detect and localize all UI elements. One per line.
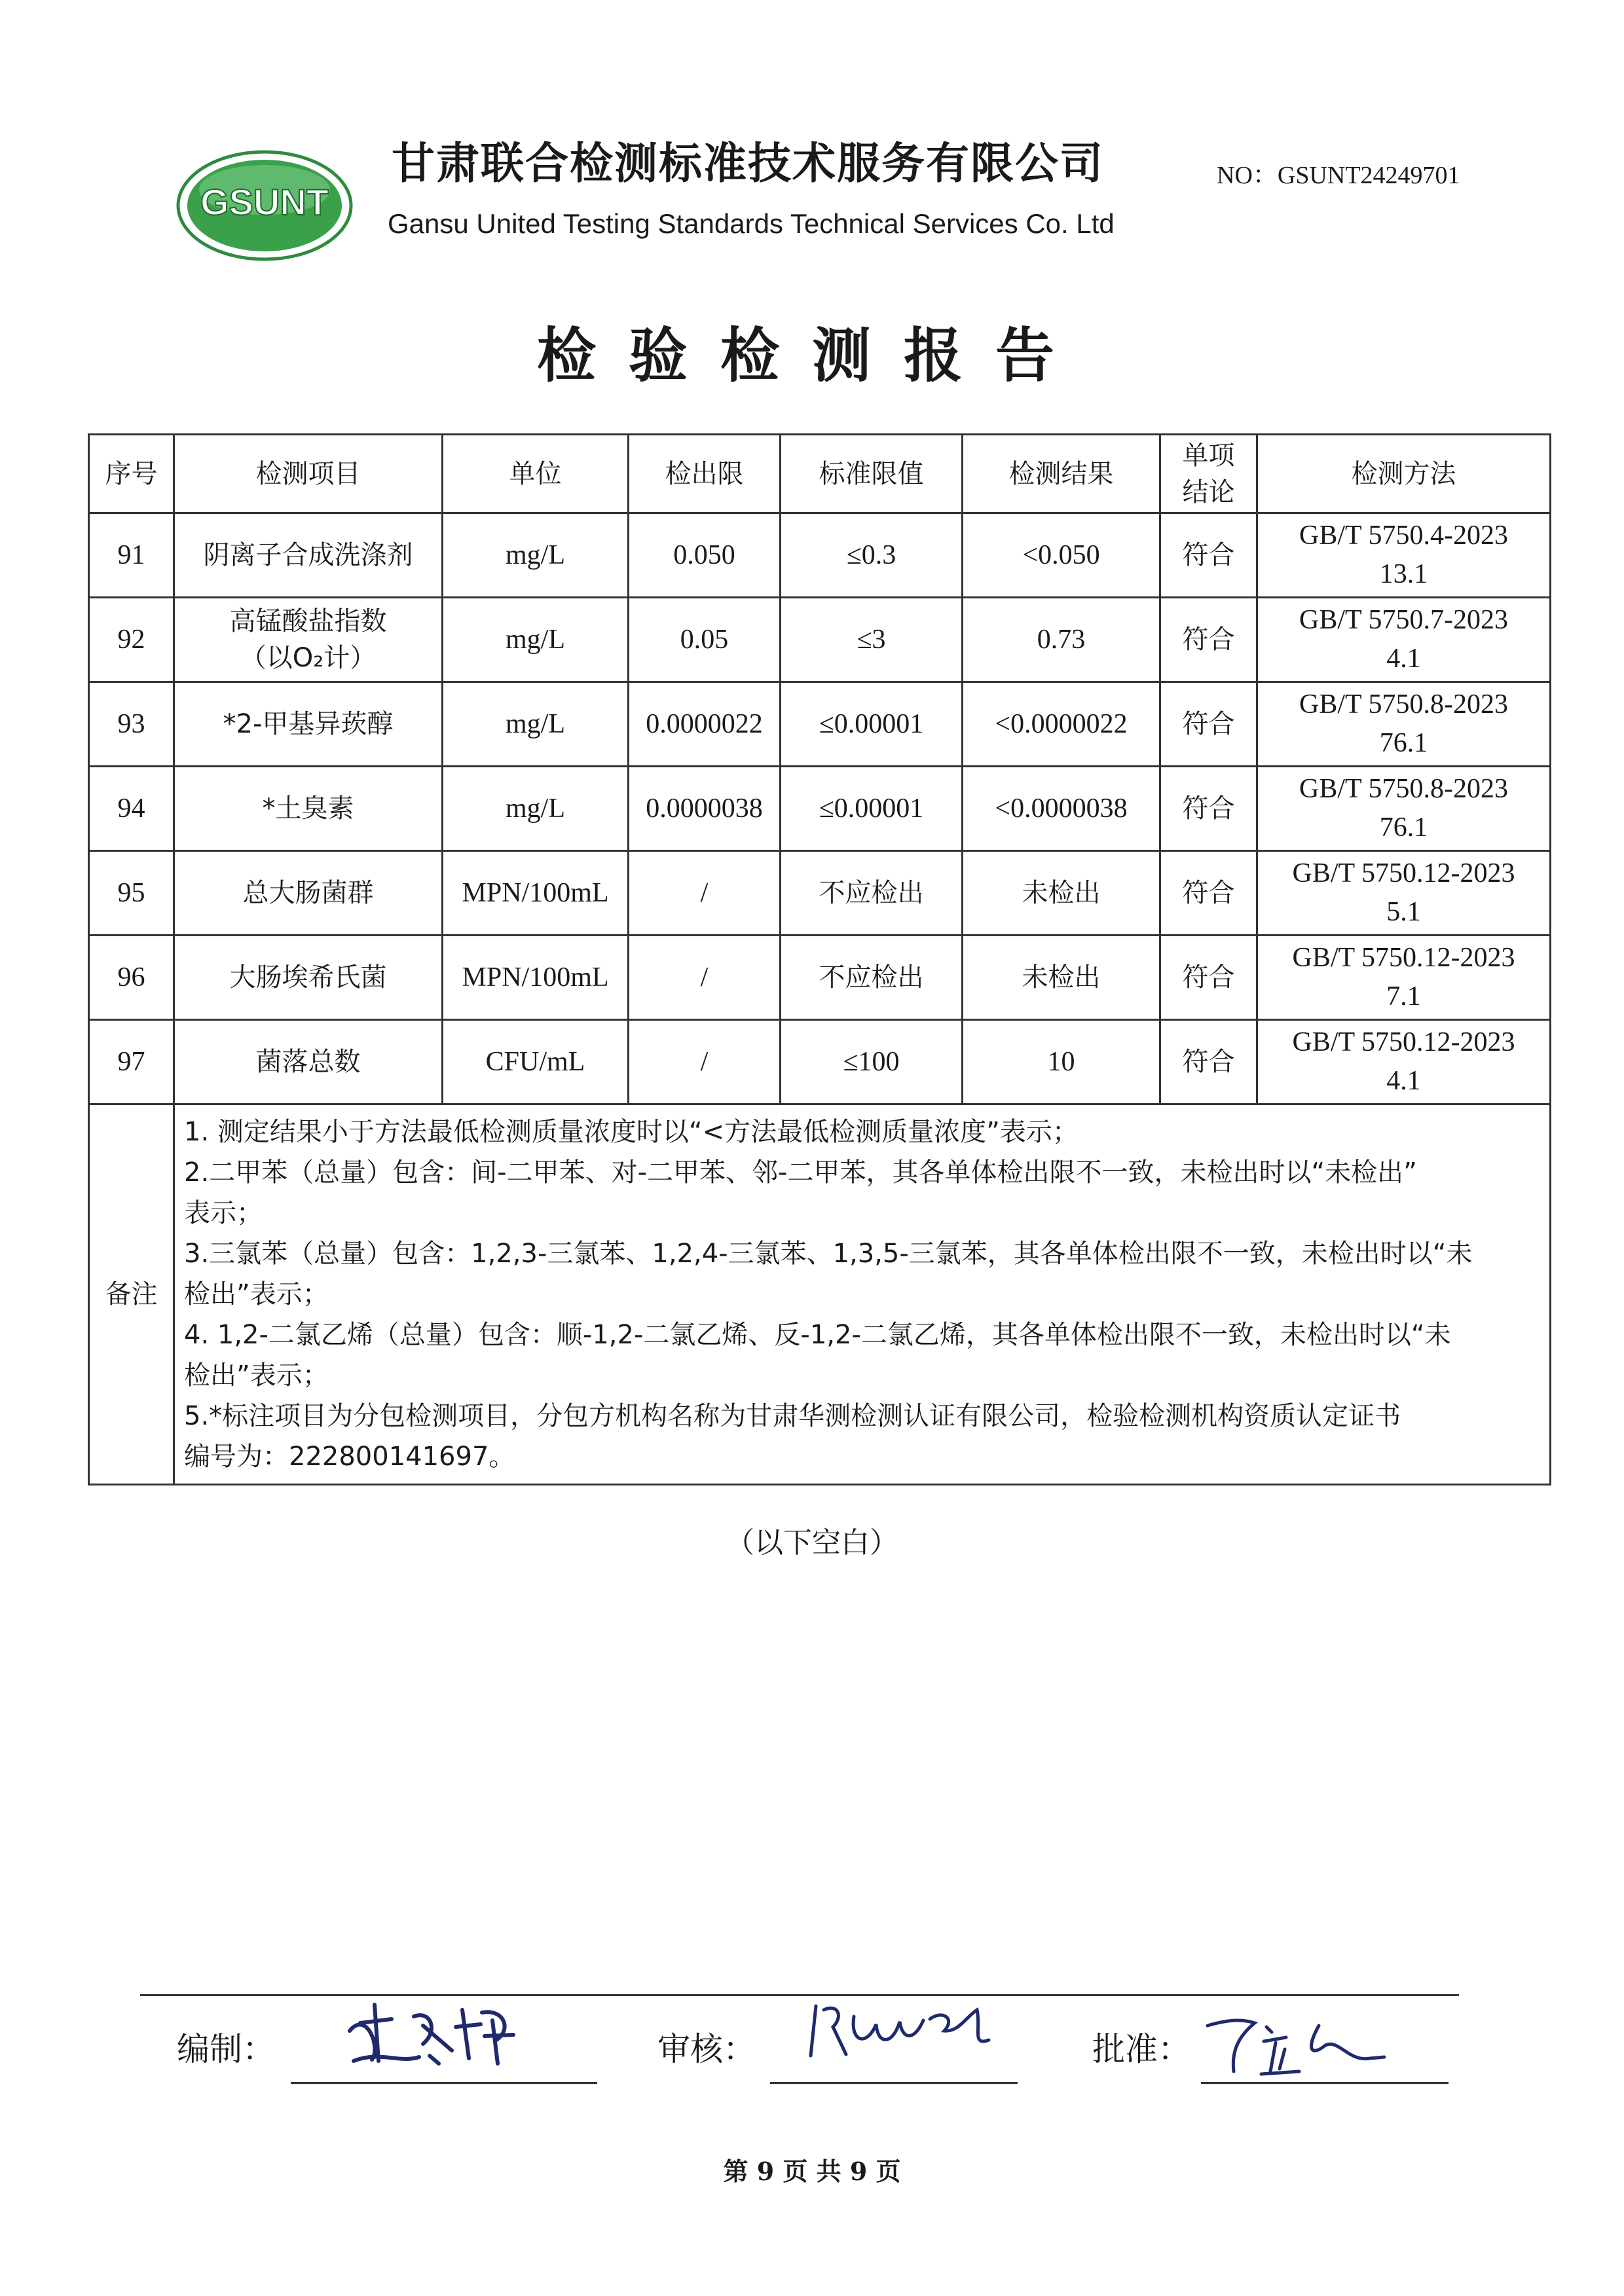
cell-result: 10 bbox=[963, 1020, 1160, 1104]
method-clause: 13.1 bbox=[1379, 559, 1428, 589]
prepared-signature bbox=[341, 1990, 524, 2075]
cell-method bbox=[1257, 1020, 1551, 1104]
page-number: 第 9 页 共 9 页 bbox=[723, 2157, 901, 2186]
cell-result: <0.0000038 bbox=[963, 767, 1160, 851]
table-row bbox=[89, 682, 1551, 767]
table-row bbox=[89, 767, 1551, 851]
note-line: 3.三氯苯（总量）包含：1,2,3-三氯苯、1,2,4-三氯苯、1,3,5-三氯苯，其各单体检出限不一致，未检出时以“未 bbox=[184, 1239, 1473, 1269]
header-cell: 单位 bbox=[443, 435, 629, 513]
report-number: NO：GSUNT24249701 bbox=[1217, 162, 1460, 189]
blank-below-note: （以下空白） bbox=[726, 1526, 898, 1559]
note-line: 编号为：222800141697。 bbox=[184, 1442, 515, 1472]
document-title: 检验检测报告 bbox=[537, 321, 1087, 390]
signature-divider bbox=[140, 1994, 1459, 1996]
cell-no: 96 bbox=[89, 936, 174, 1020]
note-line: 表示； bbox=[184, 1198, 263, 1228]
cell-unit: CFU/mL bbox=[443, 1020, 629, 1104]
method-standard: GB/T 5750.7-2023 bbox=[1299, 605, 1508, 636]
cell-standard: 不应检出 bbox=[781, 851, 963, 936]
cell-result: 未检出 bbox=[963, 851, 1160, 936]
cell-method bbox=[1257, 851, 1551, 936]
note-line: 检出”表示； bbox=[184, 1360, 329, 1391]
cell-limit: / bbox=[629, 851, 781, 936]
cell-conclusion: 符合 bbox=[1160, 598, 1257, 682]
cell-no: 92 bbox=[89, 598, 174, 682]
cell-conclusion: 符合 bbox=[1160, 851, 1257, 936]
method-standard: GB/T 5750.12-2023 bbox=[1292, 943, 1515, 974]
cell-limit: 0.050 bbox=[629, 513, 781, 598]
cell-standard: ≤0.00001 bbox=[781, 767, 963, 851]
item-subtitle: （以O₂计） bbox=[240, 643, 377, 673]
method-standard: GB/T 5750.12-2023 bbox=[1292, 1027, 1515, 1058]
method-clause: 4.1 bbox=[1386, 644, 1421, 674]
cell-limit: 0.0000038 bbox=[629, 767, 781, 851]
note-line: 检出”表示； bbox=[184, 1279, 329, 1309]
item-name: 高锰酸盐指数 bbox=[229, 606, 387, 636]
cell-unit: MPN/100mL bbox=[443, 851, 629, 936]
logo-text: GSUNT bbox=[200, 181, 329, 223]
cell-method bbox=[1257, 936, 1551, 1020]
results-table bbox=[88, 433, 1551, 1485]
table-row bbox=[89, 1020, 1551, 1104]
cell-no: 95 bbox=[89, 851, 174, 936]
cell-conclusion: 符合 bbox=[1160, 936, 1257, 1020]
cell-no: 97 bbox=[89, 1020, 174, 1104]
cell-limit: 0.05 bbox=[629, 598, 781, 682]
cell-standard: ≤100 bbox=[781, 1020, 963, 1104]
prepared-label: 编制： bbox=[177, 2030, 275, 2068]
cell-no: 91 bbox=[89, 513, 174, 598]
method-standard: GB/T 5750.8-2023 bbox=[1299, 774, 1508, 805]
cell-unit: mg/L bbox=[443, 682, 629, 767]
header-cell: 序号 bbox=[89, 435, 174, 513]
cell-method bbox=[1257, 598, 1551, 682]
cell-conclusion: 符合 bbox=[1160, 513, 1257, 598]
method-standard: GB/T 5750.12-2023 bbox=[1292, 858, 1515, 889]
header-cell: 检测项目 bbox=[174, 435, 443, 513]
method-clause: 76.1 bbox=[1379, 812, 1428, 843]
cell-method bbox=[1257, 767, 1551, 851]
cell-method bbox=[1257, 513, 1551, 598]
notes-content bbox=[174, 1104, 1551, 1485]
cell-limit: / bbox=[629, 1020, 781, 1104]
cell-unit: mg/L bbox=[443, 598, 629, 682]
table-header-row bbox=[89, 435, 1551, 513]
header-cell: 检测方法 bbox=[1257, 435, 1551, 513]
method-clause: 4.1 bbox=[1386, 1066, 1421, 1096]
cell-conclusion: 符合 bbox=[1160, 1020, 1257, 1104]
table-row bbox=[89, 936, 1551, 1020]
cell-item: *2-甲基异莰醇 bbox=[174, 682, 443, 767]
header-cell: 单项结论 bbox=[1160, 435, 1257, 513]
prepared-signature-line bbox=[291, 2082, 597, 2084]
cell-result: <0.050 bbox=[963, 513, 1160, 598]
reviewed-signature-line bbox=[770, 2082, 1018, 2084]
cell-conclusion: 符合 bbox=[1160, 682, 1257, 767]
cell-standard: ≤0.3 bbox=[781, 513, 963, 598]
cell-no: 94 bbox=[89, 767, 174, 851]
header-cell: 检出限 bbox=[629, 435, 781, 513]
cell-limit: / bbox=[629, 936, 781, 1020]
header-cell: 检测结果 bbox=[963, 435, 1160, 513]
cell-result: <0.0000022 bbox=[963, 682, 1160, 767]
cell-standard: ≤0.00001 bbox=[781, 682, 963, 767]
table-row bbox=[89, 851, 1551, 936]
company-logo bbox=[175, 149, 354, 262]
cell-item bbox=[174, 598, 443, 682]
cell-unit: mg/L bbox=[443, 767, 629, 851]
cell-no: 93 bbox=[89, 682, 174, 767]
method-standard: GB/T 5750.8-2023 bbox=[1299, 689, 1508, 720]
table-row bbox=[89, 513, 1551, 598]
header-cell: 标准限值 bbox=[781, 435, 963, 513]
method-clause: 76.1 bbox=[1379, 728, 1428, 758]
note-line: 1. 测定结果小于方法最低检测质量浓度时以“<方法最低检测质量浓度”表示； bbox=[184, 1117, 1079, 1147]
method-clause: 5.1 bbox=[1386, 897, 1421, 927]
table-row bbox=[89, 598, 1551, 682]
cell-method bbox=[1257, 682, 1551, 767]
cell-limit: 0.0000022 bbox=[629, 682, 781, 767]
cell-result: 未检出 bbox=[963, 936, 1160, 1020]
approved-signature bbox=[1194, 2003, 1391, 2082]
notes-row bbox=[89, 1104, 1551, 1485]
company-name-cn: 甘肃联合检测标准技术服务有限公司 bbox=[392, 138, 1104, 189]
reviewed-signature bbox=[804, 1990, 1001, 2075]
approved-label: 批准： bbox=[1092, 2030, 1190, 2068]
notes-label: 备注 bbox=[89, 1104, 174, 1485]
note-line: 4. 1,2-二氯乙烯（总量）包含：顺-1,2-二氯乙烯、反-1,2-二氯乙烯，其各单体检出限不一致，未检出时以“未 bbox=[184, 1320, 1451, 1350]
cell-unit: MPN/100mL bbox=[443, 936, 629, 1020]
cell-unit: mg/L bbox=[443, 513, 629, 598]
cell-item: 阴离子合成洗涤剂 bbox=[174, 513, 443, 598]
reviewed-label: 审核： bbox=[657, 2030, 756, 2068]
cell-item: *土臭素 bbox=[174, 767, 443, 851]
cell-item: 总大肠菌群 bbox=[174, 851, 443, 936]
approved-signature-line bbox=[1201, 2082, 1449, 2084]
cell-item: 大肠埃希氏菌 bbox=[174, 936, 443, 1020]
cell-result: 0.73 bbox=[963, 598, 1160, 682]
cell-standard: ≤3 bbox=[781, 598, 963, 682]
method-standard: GB/T 5750.4-2023 bbox=[1299, 520, 1508, 551]
cell-standard: 不应检出 bbox=[781, 936, 963, 1020]
company-name-en: Gansu United Testing Standards Technical Services Co. Ltd bbox=[388, 208, 1115, 239]
cell-conclusion: 符合 bbox=[1160, 767, 1257, 851]
note-line: 2.二甲苯（总量）包含：间-二甲苯、对-二甲苯、邻-二甲苯，其各单体检出限不一致，未检出时以“未检出” bbox=[184, 1157, 1417, 1188]
note-line: 5.*标注项目为分包检测项目，分包方机构名称为甘肃华测检测认证有限公司，检验检测机构资质认定证书 bbox=[184, 1401, 1401, 1431]
method-clause: 7.1 bbox=[1386, 981, 1421, 1011]
cell-item: 菌落总数 bbox=[174, 1020, 443, 1104]
